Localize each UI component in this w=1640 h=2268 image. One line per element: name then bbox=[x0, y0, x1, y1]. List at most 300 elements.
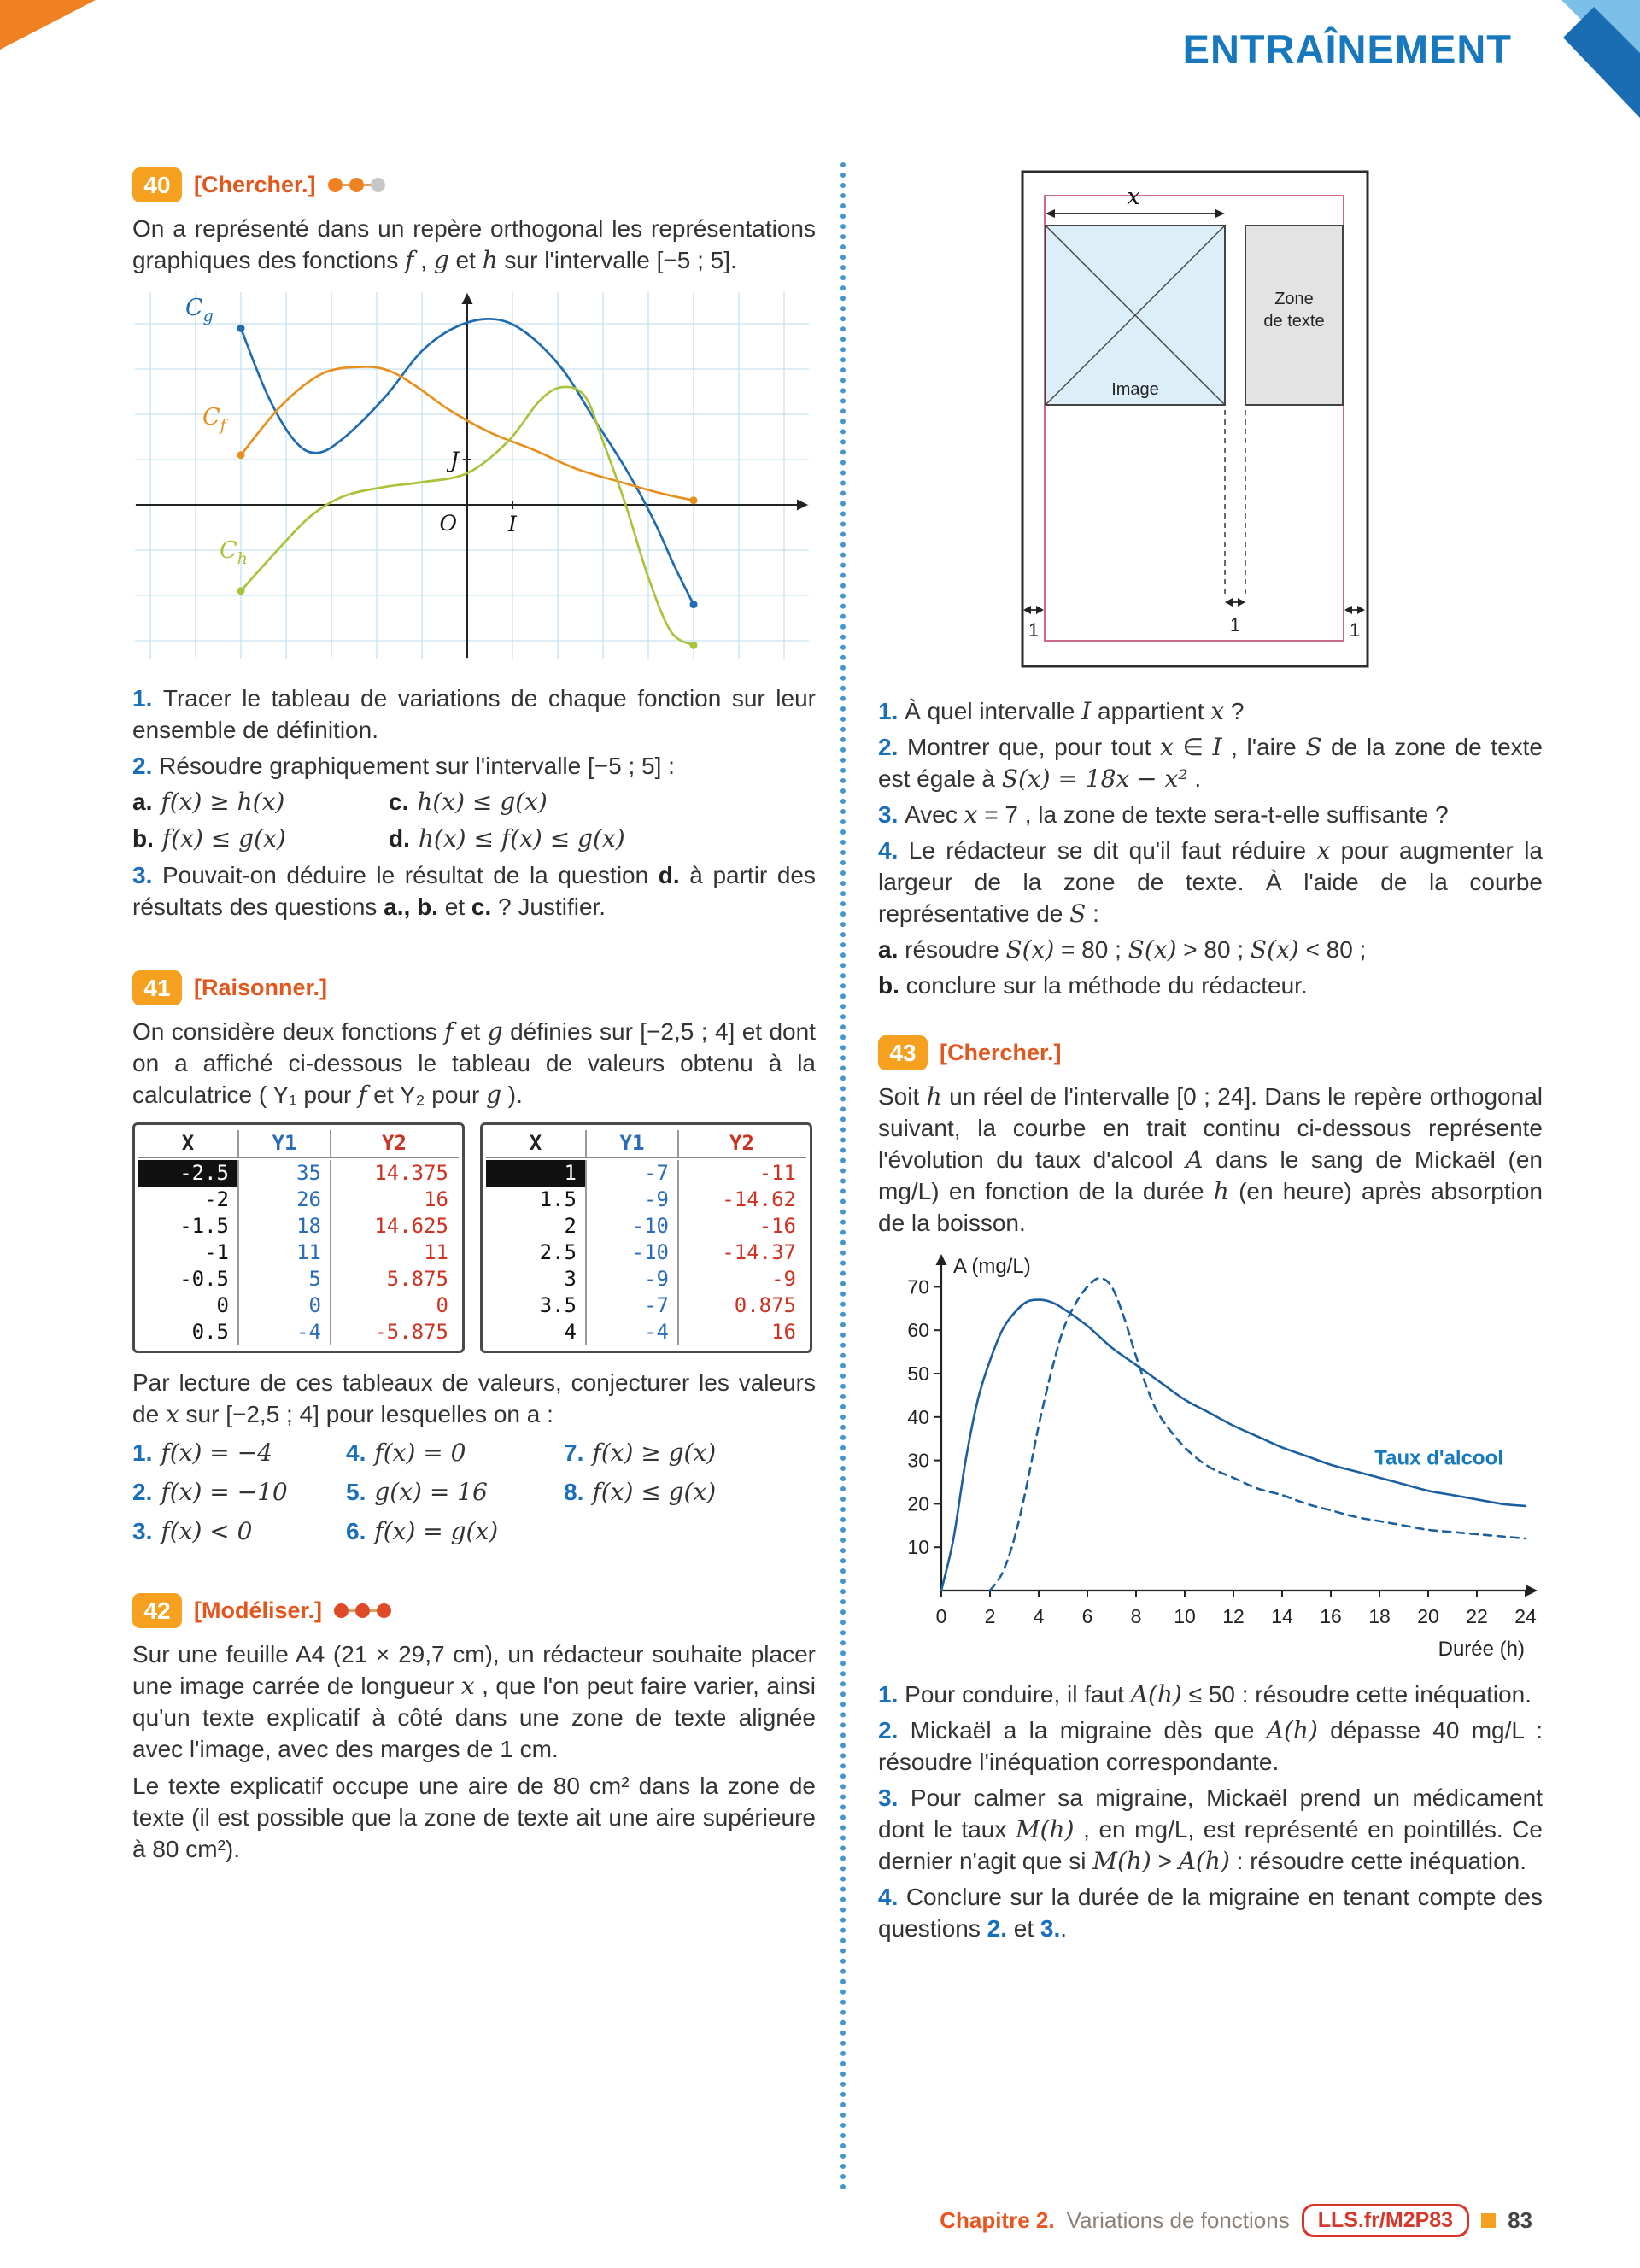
item-number: 5. bbox=[346, 1479, 366, 1505]
table-cell: 14.625 bbox=[374, 1214, 448, 1238]
math-expression: h bbox=[482, 246, 498, 274]
x-axis-arrow bbox=[797, 500, 808, 511]
item-number: 1. bbox=[132, 1439, 153, 1466]
a4-sheet-figure-wrap bbox=[1020, 169, 1543, 673]
exercise-42-header bbox=[132, 1593, 816, 1628]
table-cell: 26 bbox=[239, 1187, 331, 1213]
text-segment: 4. bbox=[878, 837, 909, 864]
x-tick-label: 16 bbox=[1320, 1605, 1342, 1627]
text-segment: définies sur [−2,5 ; 4] et dont on a affiché ci-dessous le tableau de valeurs obtenu à la calculatrice ( Y₁ pour bbox=[132, 1018, 816, 1108]
text-segment: Pouvait-on déduire le résultat de la question bbox=[161, 862, 659, 888]
table-cell: 16 bbox=[424, 1187, 448, 1211]
text-segment: ∈ bbox=[1173, 734, 1213, 760]
text-segment: > 80 ; bbox=[1176, 936, 1250, 963]
chapter-label: Chapitre 2. bbox=[940, 2207, 1055, 2233]
math-expression: f(x) = g(x) bbox=[374, 1517, 499, 1545]
curve-endpoint bbox=[237, 587, 245, 595]
table-row bbox=[138, 1213, 459, 1239]
calculator-table-1 bbox=[132, 1122, 465, 1353]
y-tick-label: 20 bbox=[907, 1492, 929, 1515]
difficulty-dots bbox=[334, 1603, 391, 1618]
exercise-41-items bbox=[132, 1437, 816, 1547]
item-number: 6. bbox=[346, 1518, 366, 1544]
text-segment: c. bbox=[471, 894, 492, 920]
text-segment: 3. bbox=[132, 862, 162, 888]
curve-endpoint bbox=[690, 496, 698, 504]
math-expression: f(x) ≤ g(x) bbox=[161, 824, 286, 853]
math-expression: x bbox=[964, 800, 978, 829]
math-expression: h bbox=[926, 1082, 942, 1111]
text-segment: 1. bbox=[878, 1681, 905, 1708]
table-cell: -0.5 bbox=[138, 1266, 239, 1292]
text-segment: 3. bbox=[878, 801, 905, 828]
math-expression: f(x) ≤ g(x) bbox=[592, 1478, 717, 1506]
text-segment: de la zone de texte est égale à bbox=[878, 734, 1543, 792]
difficulty-dot bbox=[328, 178, 343, 192]
exercise-41-header bbox=[132, 970, 816, 1005]
table-cell: 5 bbox=[239, 1266, 331, 1292]
table-row bbox=[486, 1160, 806, 1187]
table-cell: -9 bbox=[587, 1266, 679, 1292]
exercise-43-q1 bbox=[878, 1679, 1543, 1710]
y-tick-label: 70 bbox=[907, 1275, 929, 1298]
item-number: 7. bbox=[564, 1439, 584, 1466]
text-segment: sur [−2,5 ; 4] pour lesquelles on a : bbox=[179, 1401, 554, 1427]
table-cell: -9 bbox=[587, 1187, 679, 1213]
math-expression: g bbox=[433, 246, 449, 274]
exercise-42 bbox=[132, 1593, 816, 1865]
exercise-43-q2 bbox=[878, 1714, 1543, 1778]
text-segment: ≤ 50 : résoudre cette inéquation. bbox=[1181, 1681, 1532, 1708]
math-expression: f bbox=[444, 1017, 454, 1046]
exercise-43 bbox=[878, 1035, 1543, 1944]
curve-endpoint bbox=[237, 451, 245, 459]
text-segment: On a représenté dans un repère orthogonal les représentations graphiques des fonctions bbox=[132, 215, 816, 273]
x-tick-label: 20 bbox=[1417, 1605, 1439, 1627]
exercise-42-para2 bbox=[132, 1770, 816, 1865]
list-item bbox=[389, 786, 816, 818]
math-expression: f(x) = 0 bbox=[374, 1439, 466, 1467]
exercise-skill-tag: [Chercher.] bbox=[940, 1040, 1062, 1065]
text-segment: b. bbox=[878, 972, 906, 999]
difficulty-dot bbox=[371, 178, 385, 192]
functions-graph-wrap bbox=[132, 290, 816, 665]
resource-link[interactable]: LLS.fr/M2P83 bbox=[1302, 2204, 1469, 2237]
exercise-42-questions bbox=[878, 695, 1543, 1001]
table-row bbox=[486, 1213, 806, 1239]
table-cell: 4 bbox=[486, 1319, 587, 1345]
column-header: Y2 bbox=[729, 1131, 754, 1155]
text-segment: et bbox=[448, 247, 483, 273]
exercise-41 bbox=[132, 970, 816, 1547]
list-item bbox=[132, 1476, 346, 1508]
math-expression: M(h) bbox=[1092, 1847, 1151, 1875]
exercise-42-para1 bbox=[132, 1638, 816, 1765]
table-cell: 5.875 bbox=[386, 1267, 448, 1291]
text-zone-label-line2: de texte bbox=[1263, 312, 1325, 331]
image-label: Image bbox=[1111, 380, 1159, 399]
y-tick-label: 30 bbox=[907, 1449, 929, 1472]
text-segment: 3. bbox=[878, 1785, 911, 1811]
table-cell: 0.5 bbox=[138, 1319, 239, 1345]
text-segment: ? bbox=[1224, 698, 1245, 724]
exercise-41-intro bbox=[132, 1016, 816, 1111]
table-cell: 2.5 bbox=[486, 1239, 587, 1266]
text-segment: et Y₂ pour bbox=[366, 1081, 487, 1108]
math-expression: g(x) = 16 bbox=[374, 1478, 488, 1506]
x-tick-label: 10 bbox=[1174, 1605, 1196, 1627]
difficulty-dots bbox=[328, 178, 385, 192]
list-item bbox=[132, 823, 389, 854]
text-segment: dans le sang de Mickaël (en mg/L) en fonction de la durée bbox=[878, 1146, 1543, 1204]
table-cell: -11 bbox=[758, 1161, 796, 1185]
text-zone-label-line1: Zone bbox=[1274, 290, 1314, 308]
table-cell: -14.37 bbox=[722, 1240, 796, 1264]
text-segment: et bbox=[437, 894, 472, 920]
text-segment: et bbox=[1007, 1915, 1040, 1942]
item-number: 8. bbox=[564, 1479, 584, 1505]
curve-label: $C_g$ bbox=[185, 295, 214, 325]
list-item bbox=[564, 1476, 816, 1508]
text-segment: 2. bbox=[878, 734, 907, 760]
text-segment: appartient bbox=[1091, 698, 1211, 724]
table-cell: -5.875 bbox=[374, 1320, 448, 1344]
calculator-tables bbox=[132, 1122, 816, 1353]
curve-endpoint bbox=[690, 642, 698, 649]
x-tick-label: 2 bbox=[984, 1605, 996, 1627]
exercise-skill-tag: [Chercher.] bbox=[194, 172, 316, 197]
math-expression: g bbox=[487, 1017, 503, 1046]
text-segment: On considère deux fonctions bbox=[132, 1018, 445, 1045]
table-cell: 0 bbox=[436, 1293, 448, 1317]
table-cell: 35 bbox=[239, 1160, 331, 1187]
math-expression: h bbox=[1213, 1177, 1229, 1205]
text-segment: pour augmenter la largeur de la zone de texte. À l'aide de la courbe représentative de bbox=[878, 837, 1543, 927]
text-segment: a., b. bbox=[384, 894, 438, 920]
exercise-skill-tag: [Raisonner.] bbox=[194, 975, 328, 1000]
chapter-title: Variations de fonctions bbox=[1066, 2207, 1290, 2233]
list-item bbox=[132, 786, 389, 818]
table-row bbox=[486, 1239, 806, 1266]
x-tick-label: 8 bbox=[1130, 1605, 1142, 1627]
list-item bbox=[132, 1515, 346, 1547]
functions-graph bbox=[132, 290, 811, 661]
calculator-table-2 bbox=[480, 1122, 812, 1353]
text-segment: Montrer que, pour tout bbox=[906, 734, 1161, 760]
table-cell: -10 bbox=[587, 1213, 679, 1239]
text-segment: Résoudre graphiquement sur l'intervalle [−5 ; 5] : bbox=[159, 753, 675, 779]
list-item bbox=[132, 1437, 346, 1468]
footer-square-icon bbox=[1481, 2213, 1496, 2228]
text-segment: sur l'intervalle [−5 ; 5]. bbox=[497, 247, 737, 273]
math-expression: f bbox=[358, 1081, 367, 1109]
table-cell: -7 bbox=[587, 1292, 679, 1319]
dot-connector bbox=[343, 184, 349, 186]
exercise-42-q3 bbox=[878, 799, 1543, 830]
text-segment: 2. bbox=[987, 1915, 1007, 1942]
table-cell: -14.62 bbox=[722, 1187, 796, 1211]
table-row bbox=[138, 1292, 459, 1319]
y-tick-label: 10 bbox=[907, 1536, 929, 1559]
table-cell: -4 bbox=[587, 1319, 679, 1345]
exercise-43-header bbox=[878, 1035, 1543, 1070]
text-segment: 1. bbox=[878, 698, 905, 724]
text-segment: Avec bbox=[905, 801, 964, 828]
difficulty-dot bbox=[349, 178, 364, 192]
table-cell: 0 bbox=[239, 1292, 331, 1319]
exercise-number-badge: 40 bbox=[132, 167, 182, 202]
exercise-40-q2-items bbox=[132, 786, 816, 854]
text-segment: Sur une feuille A4 (21 × 29,7 cm), un rédacteur souhaite placer une image carrée de longueur bbox=[132, 1641, 816, 1699]
text-segment: Pour calmer sa migraine, Mickaël prend un médicament dont le taux bbox=[878, 1785, 1543, 1843]
exercise-skill-tag: [Modéliser.] bbox=[194, 1597, 323, 1623]
math-expression: x bbox=[460, 1672, 475, 1700]
column-header: X bbox=[486, 1130, 587, 1157]
list-item bbox=[389, 823, 816, 854]
math-expression: h(x) ≤ g(x) bbox=[417, 788, 548, 816]
y-tick-label: 50 bbox=[907, 1363, 929, 1385]
page-number: 83 bbox=[1508, 2207, 1532, 2233]
exercise-40-intro bbox=[132, 213, 816, 276]
math-expression: g bbox=[486, 1081, 502, 1109]
list-item bbox=[346, 1476, 564, 1508]
x-tick-label: 12 bbox=[1222, 1605, 1245, 1627]
table-cell: -9 bbox=[771, 1267, 796, 1291]
text-segment: Soit bbox=[878, 1083, 927, 1110]
math-expression: A(h) bbox=[1178, 1847, 1230, 1875]
middle-margin-label: 1 bbox=[1229, 614, 1241, 636]
item-number: 2. bbox=[132, 1479, 153, 1505]
math-expression: S(x) bbox=[1128, 935, 1177, 964]
text-segment: résoudre bbox=[905, 936, 1006, 963]
difficulty-dot bbox=[334, 1603, 348, 1618]
x-tick-label: 0 bbox=[935, 1605, 947, 1627]
exercise-42-q4 bbox=[878, 835, 1543, 929]
text-segment: d. bbox=[658, 862, 680, 888]
text-segment: , que l'on peut faire varier, ainsi qu'un texte explicatif à côté dans une zone de texte alignée avec l'image, avec des marges de 1 cm. bbox=[132, 1673, 816, 1762]
alcohol-chart bbox=[878, 1247, 1540, 1664]
exercise-number-badge: 42 bbox=[132, 1593, 182, 1628]
table-row bbox=[138, 1319, 459, 1345]
math-expression: x bbox=[1316, 836, 1331, 864]
column-header: X bbox=[138, 1130, 239, 1157]
table-row bbox=[138, 1160, 459, 1187]
exercise-42-q4a bbox=[878, 934, 1543, 965]
math-expression: A(h) bbox=[1130, 1680, 1182, 1708]
y-axis-arrow bbox=[462, 293, 473, 304]
text-segment: = 7 , la zone de texte sera-t-elle suffisante ? bbox=[977, 801, 1449, 828]
text-segment: Le rédacteur se dit qu'il faut réduire bbox=[908, 837, 1317, 864]
exercise-42-q4b bbox=[878, 970, 1543, 1001]
column-header: Y1 bbox=[239, 1130, 331, 1157]
left-margin-label: 1 bbox=[1028, 619, 1040, 641]
math-expression: x bbox=[1210, 697, 1225, 725]
math-expression: S(x) = 18x − x² bbox=[1001, 765, 1188, 793]
text-segment: > bbox=[1151, 1848, 1179, 1874]
corner-decoration-left bbox=[0, 0, 101, 53]
text-segment: un réel de l'intervalle [0 ; 24]. Dans le repère orthogonal suivant, la courbe en trait continu ci-dessous représente l'évolution du taux d'alcool bbox=[878, 1083, 1543, 1173]
right-column bbox=[878, 167, 1543, 1949]
item-number: c. bbox=[389, 788, 409, 815]
right-margin-label: 1 bbox=[1349, 619, 1361, 641]
exercise-40-header bbox=[132, 167, 816, 202]
table-row bbox=[138, 1266, 459, 1292]
text-segment: À quel intervalle bbox=[905, 698, 1082, 724]
text-segment: , bbox=[413, 247, 434, 273]
x-unit-label: I bbox=[508, 512, 517, 536]
math-expression: f bbox=[405, 246, 414, 274]
math-expression: A bbox=[1186, 1146, 1204, 1174]
text-segment: : résoudre cette inéquation. bbox=[1229, 1848, 1526, 1874]
text-segment: ? Justifier. bbox=[491, 894, 606, 920]
table-row bbox=[486, 1266, 806, 1292]
x-tick-label: 22 bbox=[1466, 1605, 1488, 1627]
table-cell: -4 bbox=[239, 1319, 331, 1345]
y-tick-label: 60 bbox=[907, 1319, 929, 1342]
table-cell: -16 bbox=[758, 1214, 796, 1238]
table-row bbox=[138, 1239, 459, 1266]
column-divider bbox=[840, 162, 846, 2191]
exercise-number-badge: 41 bbox=[132, 970, 182, 1005]
curve-label: $C_h$ bbox=[220, 537, 248, 568]
table-cell: -2.5 bbox=[138, 1160, 239, 1187]
list-item bbox=[346, 1515, 564, 1547]
x-tick-label: 6 bbox=[1081, 1605, 1093, 1627]
math-expression: S bbox=[1069, 900, 1086, 928]
y-axis-arrow bbox=[936, 1254, 947, 1265]
math-expression: f(x) = −4 bbox=[161, 1439, 272, 1467]
table-cell: 11 bbox=[239, 1239, 331, 1266]
exercise-41-instruction bbox=[132, 1367, 816, 1430]
table-cell: 1 bbox=[486, 1160, 587, 1187]
x-axis-arrow bbox=[1526, 1585, 1538, 1597]
text-segment: . bbox=[1060, 1915, 1068, 1942]
text-segment: , l'aire bbox=[1221, 734, 1306, 760]
math-expression: f(x) = −10 bbox=[161, 1478, 288, 1506]
alcohol-chart-wrap bbox=[878, 1247, 1543, 1668]
origin-label: O bbox=[439, 511, 457, 536]
orange-triangle bbox=[0, 0, 96, 50]
x-dimension-label: x bbox=[1127, 184, 1140, 210]
table-header-row bbox=[486, 1130, 806, 1158]
text-segment: a. bbox=[878, 936, 905, 963]
math-expression: f(x) ≥ h(x) bbox=[161, 788, 285, 816]
dot-connector bbox=[370, 1609, 377, 1612]
table-cell: 14.375 bbox=[374, 1161, 448, 1185]
y-axis-title: A (mg/L) bbox=[953, 1255, 1031, 1278]
table-row bbox=[486, 1319, 806, 1345]
math-expression: A(h) bbox=[1266, 1716, 1318, 1744]
table-cell: 3 bbox=[486, 1266, 587, 1292]
math-expression: I bbox=[1212, 733, 1222, 761]
exercise-40-q2 bbox=[132, 750, 816, 782]
difficulty-dot bbox=[355, 1603, 370, 1618]
exercise-40-q1 bbox=[132, 683, 816, 746]
series-solid bbox=[941, 1300, 1526, 1591]
exercise-43-intro bbox=[878, 1081, 1543, 1239]
series-dashed bbox=[990, 1278, 1526, 1591]
table-row bbox=[486, 1292, 806, 1319]
curve-endpoint bbox=[690, 601, 698, 608]
page-footer bbox=[940, 2204, 1532, 2237]
text-segment: < 80 ; bbox=[1298, 936, 1367, 963]
curve-label: $C_f$ bbox=[202, 404, 226, 435]
left-column bbox=[132, 167, 816, 1870]
text-segment: 4. bbox=[878, 1884, 906, 1910]
text-segment: , en mg/L, est représenté en pointillés. Ce dernier n'agit que si bbox=[878, 1816, 1543, 1874]
curve-annotation: Taux d'alcool bbox=[1374, 1446, 1503, 1470]
exercise-43-q4 bbox=[878, 1881, 1543, 1944]
exercise-40 bbox=[132, 167, 816, 923]
math-expression: S bbox=[1305, 733, 1322, 761]
text-segment: Mickaël a la migraine dès que bbox=[910, 1717, 1267, 1743]
exercise-42-q1 bbox=[878, 695, 1543, 727]
curve-endpoint bbox=[237, 325, 245, 332]
table-cell: -2 bbox=[138, 1187, 239, 1213]
text-segment: ). bbox=[501, 1081, 523, 1108]
math-expression: M(h) bbox=[1015, 1815, 1075, 1843]
text-segment: conclure sur la méthode du rédacteur. bbox=[905, 972, 1308, 999]
table-cell: 18 bbox=[239, 1213, 331, 1239]
text-segment: Le texte explicatif occupe une aire de 80 cm² dans la zone de texte (il est possible que la zone de texte ait une aire supérieure à 80 cm²). bbox=[132, 1773, 816, 1862]
corner-decoration-right bbox=[1512, 0, 1640, 120]
item-number: b. bbox=[132, 825, 154, 852]
math-expression: S(x) bbox=[1250, 935, 1299, 964]
exercise-42-q2 bbox=[878, 731, 1543, 794]
exercise-43-q3 bbox=[878, 1782, 1543, 1877]
math-expression: f(x) ≥ g(x) bbox=[592, 1439, 717, 1467]
text-segment: 2. bbox=[878, 1717, 911, 1743]
text-segment: dépasse 40 mg/L : résoudre l'inéquation correspondante. bbox=[878, 1717, 1543, 1775]
math-expression: h(x) ≤ f(x) ≤ g(x) bbox=[418, 824, 625, 853]
x-tick-label: 14 bbox=[1271, 1605, 1293, 1627]
text-segment: et bbox=[453, 1018, 488, 1045]
text-segment: Pour conduire, il faut bbox=[905, 1681, 1131, 1708]
table-header-row bbox=[138, 1130, 459, 1158]
column-header: Y2 bbox=[382, 1131, 407, 1155]
item-number: 4. bbox=[346, 1439, 366, 1466]
table-cell: -1.5 bbox=[138, 1213, 239, 1239]
x-tick-label: 24 bbox=[1514, 1605, 1537, 1627]
math-expression: x bbox=[1160, 733, 1174, 761]
column-header: Y1 bbox=[587, 1130, 679, 1157]
text-segment: (en heure) après absorption de la boisson. bbox=[878, 1178, 1543, 1236]
text-segment: Tracer le tableau de variations de chaque fonction sur leur ensemble de définition. bbox=[132, 685, 816, 743]
item-number: d. bbox=[389, 825, 410, 852]
difficulty-dot bbox=[377, 1603, 391, 1618]
table-cell: 16 bbox=[771, 1320, 796, 1344]
table-cell: 0.875 bbox=[734, 1293, 796, 1317]
table-cell: 1.5 bbox=[486, 1187, 587, 1213]
table-cell: 3.5 bbox=[486, 1292, 587, 1319]
table-cell: 11 bbox=[424, 1240, 448, 1264]
y-tick-label: 40 bbox=[907, 1405, 929, 1428]
math-expression: S(x) bbox=[1005, 935, 1055, 964]
dot-connector bbox=[364, 184, 371, 186]
text-segment: . bbox=[1187, 765, 1202, 792]
dot-connector bbox=[348, 1609, 355, 1612]
item-number: 3. bbox=[132, 1518, 153, 1544]
table-cell: -1 bbox=[138, 1239, 239, 1266]
text-segment: à partir des résultats des questions bbox=[132, 862, 816, 920]
list-item bbox=[346, 1437, 564, 1468]
table-cell: -7 bbox=[587, 1160, 679, 1187]
table-cell: 2 bbox=[486, 1213, 587, 1239]
x-tick-label: 4 bbox=[1033, 1605, 1045, 1627]
table-cell: -10 bbox=[587, 1239, 679, 1266]
text-segment: 3. bbox=[1040, 1915, 1061, 1942]
text-segment: Conclure sur la durée de la migraine en tenant compte des questions bbox=[878, 1884, 1543, 1942]
